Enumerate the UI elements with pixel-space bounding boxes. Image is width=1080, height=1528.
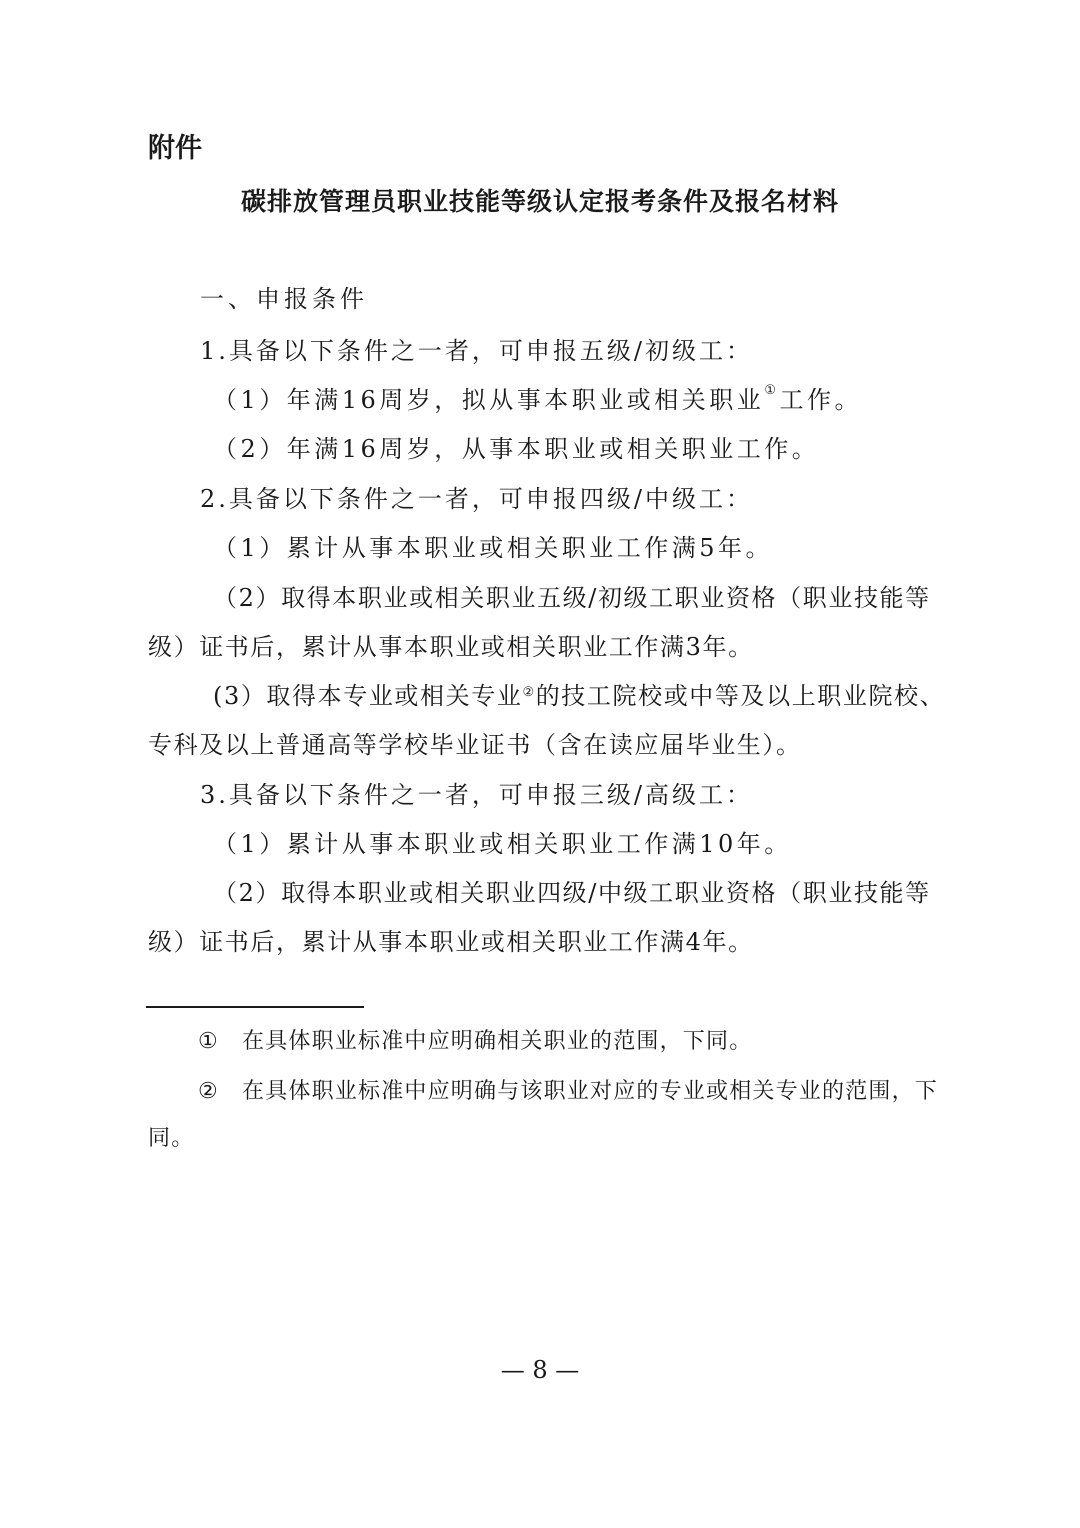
footnote-ref-1: ① bbox=[764, 383, 780, 398]
level4-item2: （2）取得本职业或相关职业五级/初级工职业资格（职业技能等级）证书后，累计从事本职业或相关职业工作满3年。 bbox=[148, 584, 931, 661]
level5-item2: （2）年满16周岁，从事本职业或相关职业工作。 bbox=[213, 435, 820, 463]
footnote-ref-2: ② bbox=[522, 685, 536, 700]
attachment-label: 附件 bbox=[148, 133, 202, 164]
document-title: 碳排放管理员职业技能等级认定报考条件及报名材料 bbox=[240, 187, 839, 216]
level4-item3-tail: 的技工院校或中等及以上职业院校、专科及以上普通高等学校毕业证书（含在读应届毕业生）。 bbox=[148, 682, 946, 759]
footnote-2-mark: ② bbox=[198, 1079, 219, 1104]
level4-item1: （1）累计从事本职业或相关职业工作满5年。 bbox=[213, 534, 774, 562]
level5-heading: 1.具备以下条件之一者，可申报五级/初级工： bbox=[200, 337, 753, 365]
level3-item2: （2）取得本职业或相关职业四级/中级工职业资格（职业技能等级）证书后，累计从事本职业或相关职业工作满4年。 bbox=[148, 879, 931, 956]
footnote-1-mark: ① bbox=[198, 1029, 219, 1054]
level5-item1 bbox=[213, 383, 862, 414]
level4-item3 bbox=[148, 672, 960, 770]
footnote-1 bbox=[148, 1018, 960, 1065]
level4-heading: 2.具备以下条件之一者，可申报四级/中级工： bbox=[200, 485, 753, 513]
footnote-1-text: 在具体职业标准中应明确相关职业的范围，下同。 bbox=[242, 1029, 753, 1054]
level3-heading: 3.具备以下条件之一者，可申报三级/高级工： bbox=[200, 781, 753, 809]
level5-item1-tail: 工作。 bbox=[779, 386, 862, 414]
level4-item3-text: (3）取得本专业或相关专业 bbox=[213, 682, 523, 710]
footnote-2-text: 在具体职业标准中应明确与该职业对应的专业或相关专业的范围，下同。 bbox=[148, 1079, 939, 1151]
footnote-divider bbox=[146, 1006, 364, 1008]
section-heading: 一、申报条件 bbox=[200, 285, 368, 313]
level3-item1: （1）累计从事本职业或相关职业工作满10年。 bbox=[213, 830, 792, 858]
footnote-2 bbox=[148, 1068, 960, 1162]
page-number: — 8 — bbox=[500, 1356, 580, 1384]
level5-item1-text: （1）年满16周岁，拟从事本职业或相关职业 bbox=[213, 386, 765, 414]
